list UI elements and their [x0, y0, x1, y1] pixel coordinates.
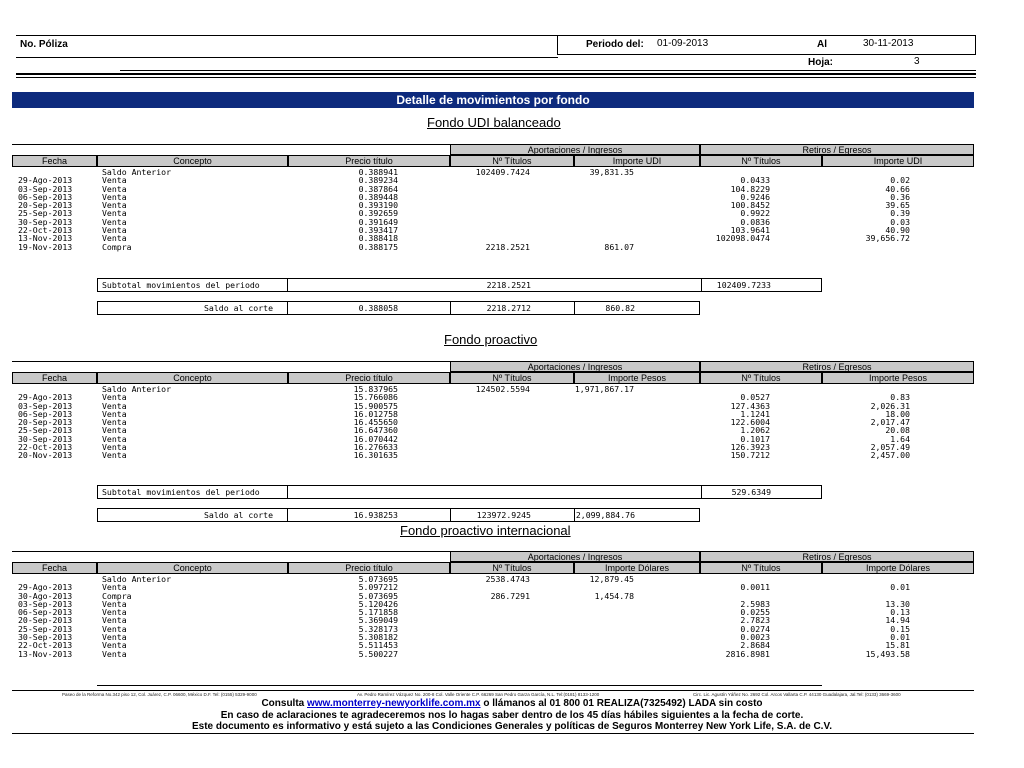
col-in-titulos: Nº Títulos [450, 562, 574, 574]
subtotal-label: Subtotal movimientos del periodo [102, 487, 260, 497]
conceptos-column: Saldo Anterior Venta Venta Venta Venta Venta Venta Venta Venta Compra [102, 167, 172, 252]
in-importe-column: 1,971,867.17 [574, 384, 634, 394]
group-aportaciones: Aportaciones / Ingresos [450, 361, 700, 372]
fund-title: Fondo proactivo internacional [400, 523, 571, 538]
saldo-precio: 0.388058 [358, 303, 398, 313]
precios-column: 5.073695 5.097212 5.073695 5.120426 5.171858 5.369049 5.328173 5.308182 5.511453 5.500227 [358, 574, 398, 659]
out-importe-column: 0.83 2,026.31 18.00 2,017.47 20.08 1.64 2,057.49 2,457.00 [870, 392, 910, 461]
col-fecha: Fecha [12, 562, 97, 574]
conceptos-column: Saldo Anterior Venta Compra Venta Venta Venta Venta Venta Venta Venta [102, 574, 172, 659]
in-importe-column: 39,831.35 861.07 [589, 167, 634, 252]
col-out-importe: Importe Pesos [822, 372, 974, 384]
precios-column: 15.837965 15.766086 15.900575 16.012758 16.455650 16.647360 16.070442 16.276633 16.301635 [353, 384, 398, 461]
fechas-column: 29-Ago-2013 03-Sep-2013 06-Sep-2013 20-Sep-2013 25-Sep-2013 30-Sep-2013 22-Oct-2013 20-Nov-2013 [18, 392, 73, 461]
informativo-text: Este documento es informativo y está sujeto a las Condiciones Generales y políticas de Seguros Monterrey New York Life, S.A. de C.V. [191, 721, 832, 732]
saldo-box [97, 301, 700, 315]
subtotal-in-titulos: 2218.2521 [486, 280, 531, 290]
col-in-importe: Importe Dólares [574, 562, 700, 574]
saldo-importe: 860.82 [605, 303, 635, 313]
col-concepto: Concepto [97, 372, 288, 384]
address-guadalajara: Circ. Lic. Agustín Yáñez No. 2692 Col. Arcos Vallarta C.P. 44130 Guadalajara, Jal.Tel: (0133) 3669-3600 [693, 692, 901, 697]
precios-column: 0.388941 0.389234 0.387864 0.389448 0.393190 0.392659 0.391649 0.393417 0.388418 0.388175 [358, 167, 398, 252]
address-mexico: Paseo de la Reforma No.342 piso 12, Col. Juárez, C.P. 06600, México D.F. Tel: (0155) 5329-9000 [62, 692, 257, 697]
saldo-titulos: 123972.9245 [476, 510, 531, 520]
col-in-titulos: Nº Títulos [450, 155, 574, 167]
in-titulos-column: 2538.4743 286.7291 [485, 574, 530, 601]
subtotal-box [97, 485, 822, 499]
fund-title: Fondo proactivo [444, 332, 538, 347]
col-fecha: Fecha [12, 372, 97, 384]
subtotal-label: Subtotal movimientos del periodo [102, 280, 260, 290]
periodo-to: 30-11-2013 [863, 38, 914, 49]
col-in-importe: Importe UDI [574, 155, 700, 167]
col-concepto: Concepto [97, 562, 288, 574]
consulta-line [0, 698, 1024, 709]
out-importe-column: 0.02 40.66 0.36 39.65 0.39 0.03 40.90 39,656.72 [865, 175, 910, 244]
group-retiros: Retiros / Egresos [700, 144, 974, 155]
out-titulos-column: 0.0433 104.8229 0.9246 100.8452 0.9922 0.0836 103.9641 102098.0474 [715, 175, 770, 244]
hoja-value: 3 [914, 56, 920, 67]
col-concepto: Concepto [97, 155, 288, 167]
subtotal-out-titulos: 102409.7233 [716, 280, 771, 290]
hoja-label: Hoja: [808, 57, 833, 68]
col-fecha: Fecha [12, 155, 97, 167]
out-importe-column: 0.01 13.30 0.13 14.94 0.15 0.01 15.81 15,493.58 [865, 582, 910, 659]
aclaraciones-text: En caso de aclaraciones te agradeceremos nos lo hagas saber dentro de los 45 días hábiles siguientes a la fecha de corte. [220, 710, 804, 721]
fechas-column: 29-Ago-2013 30-Ago-2013 03-Sep-2013 06-Sep-2013 20-Sep-2013 25-Sep-2013 30-Sep-2013 22-Oct-2013 13-Nov-2013 [18, 582, 73, 659]
col-precio: Precio título [288, 155, 450, 167]
col-in-titulos: Nº Títulos [450, 372, 574, 384]
col-precio: Precio título [288, 372, 450, 384]
out-titulos-column: 0.0527 127.4363 1.1241 122.6004 1.2062 0.1017 126.3923 150.7212 [730, 392, 770, 461]
col-out-titulos: Nº Títulos [700, 372, 822, 384]
llamanos-text: o llámanos al 01 800 01 REALIZA(7325492) LADA sin costo [483, 698, 763, 709]
group-aportaciones: Aportaciones / Ingresos [450, 551, 700, 562]
out-titulos-column: 0.0011 2.5983 0.0255 2.7823 0.0274 0.0023 2.8684 2816.8981 [725, 582, 770, 659]
poliza-label: No. Póliza [20, 39, 68, 50]
website-link[interactable]: www.monterrey-newyorklife.com.mx [307, 698, 481, 709]
group-aportaciones: Aportaciones / Ingresos [450, 144, 700, 155]
subtotal-out-titulos: 529.6349 [731, 487, 771, 497]
col-in-importe: Importe Pesos [574, 372, 700, 384]
saldo-label: Saldo al corte [204, 510, 274, 520]
periodo-from: 01-09-2013 [657, 38, 709, 49]
saldo-importe: 2,099,884.76 [575, 510, 635, 520]
consulta-text: Consulta [261, 698, 305, 709]
section-banner: Detalle de movimientos por fondo [12, 92, 974, 108]
address-monterrey: Av. Pedro Ramírez Vázquez No. 200-8 Col. Valle Oriente C.P. 66269 San Pedro Garza García, N.L. Tel:(0181) 8133-1200 [357, 692, 600, 697]
al-label: Al [817, 39, 827, 50]
col-out-titulos: Nº Títulos [700, 155, 822, 167]
in-titulos-column: 102409.7424 2218.2521 [475, 167, 530, 252]
col-out-importe: Importe Dólares [822, 562, 974, 574]
group-retiros: Retiros / Egresos [700, 551, 974, 562]
in-importe-column: 12,879.45 1,454.78 [589, 574, 634, 601]
periodo-label: Periodo del: [586, 39, 644, 50]
saldo-box [97, 508, 700, 522]
group-retiros: Retiros / Egresos [700, 361, 974, 372]
saldo-label: Saldo al corte [204, 303, 274, 313]
col-out-titulos: Nº Títulos [700, 562, 822, 574]
conceptos-column: Saldo Anterior Venta Venta Venta Venta Venta Venta Venta Venta [102, 384, 172, 461]
subtotal-box [97, 278, 822, 292]
fund-title: Fondo UDI balanceado [427, 115, 561, 130]
in-titulos-column: 124502.5594 [475, 384, 530, 394]
col-out-importe: Importe UDI [822, 155, 974, 167]
saldo-titulos: 2218.2712 [486, 303, 531, 313]
fechas-column: 29-Ago-2013 03-Sep-2013 06-Sep-2013 20-Sep-2013 25-Sep-2013 30-Sep-2013 22-Oct-2013 13-Nov-2013 19-Nov-2013 [18, 175, 73, 252]
saldo-precio: 16.938253 [353, 510, 398, 520]
col-precio: Precio título [288, 562, 450, 574]
